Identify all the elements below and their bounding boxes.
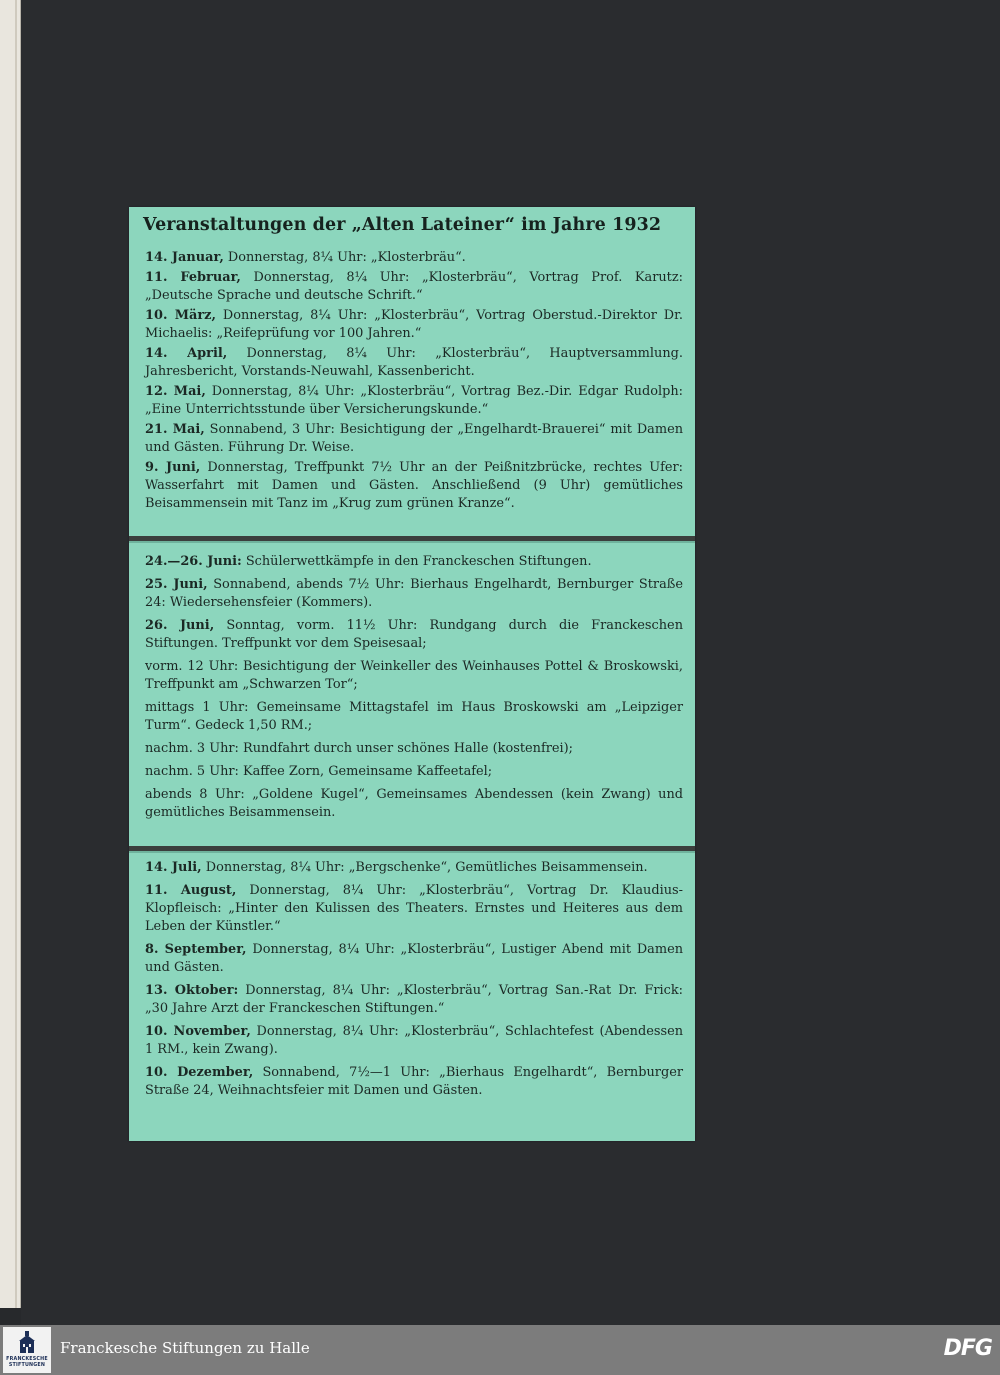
event-entry — [145, 1023, 683, 1059]
dfg-logo[interactable]: DFG — [943, 1336, 992, 1361]
event-text: Donnerstag, 8¼ Uhr: „Klosterbräu“, Vortrag Bez.-Dir. Edgar Rudolph: „Eine Unterrichtsstunde über Versicherungskunde.“ — [145, 384, 683, 417]
event-entry — [145, 859, 683, 877]
event-entry — [145, 459, 683, 513]
event-text: mittags 1 Uhr: Gemeinsame Mittagstafel im Haus Broskowski am „Leipziger Turm“. Gedeck 1,50 RM.; — [145, 700, 683, 733]
logo-text-line2: STIFTUNGEN — [8, 1363, 46, 1368]
event-date: 10. Dezember, — [145, 1065, 254, 1080]
event-date: 14. Juli, — [145, 860, 202, 875]
event-text: Donnerstag, 8¼ Uhr: „Klosterbräu“, Vortrag Prof. Karutz: „Deutsche Sprache und deutsche Schrift.“ — [145, 270, 683, 303]
event-entry — [145, 740, 683, 758]
event-text: nachm. 5 Uhr: Kaffee Zorn, Gemeinsame Kaffeetafel; — [145, 764, 493, 779]
event-text: Sonnabend, abends 7½ Uhr: Bierhaus Engelhardt, Bernburger Straße 24: Wiedersehensfeier (Kommers). — [145, 577, 683, 610]
event-date: 26. Juni, — [145, 618, 215, 633]
event-entry — [145, 763, 683, 781]
event-date: 10. März, — [145, 308, 216, 323]
orphanage-building-icon — [17, 1331, 37, 1355]
event-entry — [145, 786, 683, 822]
event-text: Sonntag, vorm. 11½ Uhr: Rundgang durch die Franckeschen Stiftungen. Treffpunkt vor dem Speisesaal; — [145, 618, 683, 651]
event-entry — [145, 307, 683, 343]
event-text: Donnerstag, Treffpunkt 7½ Uhr an der Peißnitzbrücke, rechtes Ufer: Wasserfahrt mit Damen und Gästen. Anschließend (9 Uhr) gemütliches Beisammensein mit Tanz im „Krug zum grünen Kranze“. — [145, 460, 683, 511]
event-text: Schülerwettkämpfe in den Franckeschen Stiftungen. — [241, 554, 592, 569]
event-entry — [145, 421, 683, 457]
event-entry — [145, 345, 683, 381]
fold-line — [129, 846, 695, 851]
institution-name[interactable]: Franckesche Stiftungen zu Halle — [60, 1339, 310, 1357]
event-entry — [145, 249, 683, 267]
event-text: Donnerstag, 8¼ Uhr: „Klosterbräu“, Hauptversammlung. Jahresbericht, Vorstands-Neuwahl, Kassenbericht. — [145, 346, 683, 379]
section-first-half — [145, 249, 683, 515]
event-entry — [145, 658, 683, 694]
event-program-card — [129, 207, 695, 1141]
fold-line — [129, 536, 695, 541]
event-text: abends 8 Uhr: „Goldene Kugel“, Gemeinsames Abendessen (kein Zwang) und gemütliches Beisammensein. — [145, 787, 683, 820]
event-date: 10. November, — [145, 1024, 251, 1039]
event-text: Donnerstag, 8¼ Uhr: „Klosterbräu“, Lustiger Abend mit Damen und Gästen. — [145, 942, 683, 975]
event-text: Donnerstag, 8¼ Uhr: „Klosterbräu“, Vortrag Oberstud.-Direktor Dr. Michaelis: „Reifeprüfung vor 100 Jahren.“ — [145, 308, 683, 341]
event-date: 21. Mai, — [145, 422, 205, 437]
event-text: Donnerstag, 8¼ Uhr: „Klosterbräu“, Vortrag San.-Rat Dr. Frick: „30 Jahre Arzt der Franckeschen Stiftungen.“ — [145, 983, 683, 1016]
event-entry — [145, 982, 683, 1018]
event-text: Donnerstag, 8¼ Uhr: „Klosterbräu“, Vortrag Dr. Klaudius-Klopfleisch: „Hinter den Kulissen des Theaters. Ernstes und Heiteres aus dem Leben der Künstler.“ — [145, 883, 683, 934]
event-entry — [145, 617, 683, 653]
event-date: 11. Februar, — [145, 270, 241, 285]
event-entry — [145, 1064, 683, 1100]
book-page-edge — [0, 0, 21, 1308]
logo-text-line1: FRANCKESCHE — [6, 1357, 48, 1362]
event-text: nachm. 3 Uhr: Rundfahrt durch unser schönes Halle (kostenfrei); — [145, 741, 574, 756]
event-text: Donnerstag, 8¼ Uhr: „Bergschenke“, Gemütliches Beisammensein. — [201, 860, 648, 875]
event-date: 25. Juni, — [145, 577, 208, 592]
section-reunion — [145, 553, 683, 827]
event-text: Sonnabend, 7½—1 Uhr: „Bierhaus Engelhardt“, Bernburger Straße 24, Weihnachtsfeier mit Damen und Gästen. — [145, 1065, 683, 1098]
event-entry — [145, 699, 683, 735]
program-title: Veranstaltungen der „Alten Lateiner“ im Jahre 1932 — [143, 215, 662, 235]
event-date: 24.—26. Juni: — [145, 554, 242, 569]
event-entry — [145, 882, 683, 936]
event-text: Sonnabend, 3 Uhr: Besichtigung der „Engelhardt-Brauerei“ mit Damen und Gästen. Führung Dr. Weise. — [145, 422, 683, 455]
event-date: 11. August, — [145, 883, 237, 898]
event-entry — [145, 941, 683, 977]
event-text: Donnerstag, 8¼ Uhr: „Klosterbräu“, Schlachtefest (Abendessen 1 RM., kein Zwang). — [145, 1024, 684, 1057]
event-text: Donnerstag, 8¼ Uhr: „Klosterbräu“. — [223, 250, 466, 265]
event-entry — [145, 576, 683, 612]
event-entry — [145, 269, 683, 305]
event-date: 13. Oktober: — [145, 983, 239, 998]
event-entry — [145, 383, 683, 419]
event-date: 8. September, — [145, 942, 247, 957]
event-text: vorm. 12 Uhr: Besichtigung der Weinkeller des Weinhauses Pottel & Broskowski, Treffpunkt am „Schwarzen Tor“; — [145, 659, 683, 692]
event-date: 12. Mai, — [145, 384, 206, 399]
event-date: 14. April, — [145, 346, 228, 361]
institution-logo[interactable] — [3, 1327, 51, 1373]
event-date: 14. Januar, — [145, 250, 224, 265]
section-second-half — [145, 859, 683, 1105]
viewer-footer-bar — [0, 1325, 1000, 1375]
event-date: 9. Juni, — [145, 460, 201, 475]
event-entry — [145, 553, 683, 571]
